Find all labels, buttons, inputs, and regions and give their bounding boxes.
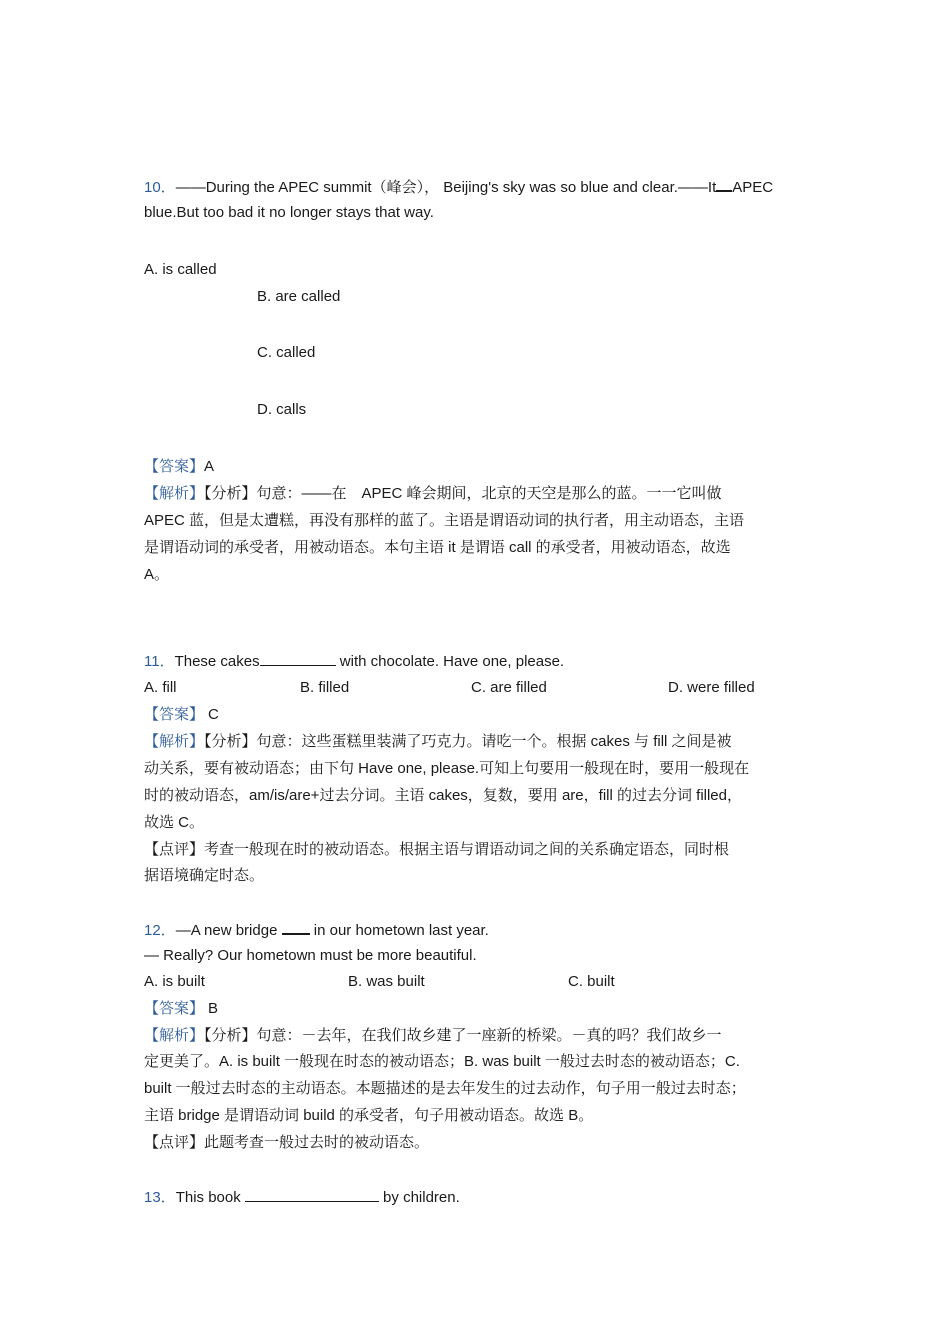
q12-analysis-line3: built 一般过去时态的主动语态。本题描述的是去年发生的过去动作，句子用一般过去时态； xyxy=(144,1080,746,1097)
q10-stem-line1 xyxy=(144,176,773,198)
analysis-tag: 【解析】 xyxy=(144,1027,205,1044)
q11-answer-value: C xyxy=(208,706,219,723)
q11-analysis-line2: 动关系，要有被动语态；由下句 Have one, please.可知上句要用一般现在时，要用一般现在 xyxy=(144,760,750,777)
q12-answer xyxy=(144,999,218,1019)
q12-blank xyxy=(282,919,310,935)
answer-tag: 【答案】 xyxy=(144,1000,205,1017)
q12-comment-line1: 【点评】此题考查一般过去时的被动语态。 xyxy=(144,1134,430,1151)
q10-answer xyxy=(144,457,214,477)
q13-blank xyxy=(245,1187,379,1202)
q11-answer xyxy=(144,705,219,725)
q11-analysis-text1: 【分析】句意：这些蛋糕里装满了巧克力。请吃一个。根据 cakes 与 fill 之间是被 xyxy=(204,733,732,750)
q11-option-c: C. are filled xyxy=(471,679,547,696)
q10-stem-line2: blue.But too bad it no longer stays that way. xyxy=(144,204,434,221)
q10-number: 10． xyxy=(144,179,176,196)
analysis-tag: 【解析】 xyxy=(144,485,205,502)
q13-number: 13． xyxy=(144,1189,176,1206)
q13-stem-part1: This book xyxy=(175,1189,245,1206)
q10-option-b: B. are called xyxy=(257,288,341,305)
q11-stem-part2: with chocolate. Have one, please. xyxy=(335,653,565,670)
answer-tag: 【答案】 xyxy=(144,706,205,723)
q13-stem xyxy=(144,1187,460,1208)
q12-answer-value: B xyxy=(208,1000,219,1017)
q10-analysis-line4: A。 xyxy=(144,566,170,583)
q11-number: 11． xyxy=(144,653,175,670)
q13-stem-part2: by children. xyxy=(378,1189,460,1206)
q12-option-b: B. was built xyxy=(348,973,425,990)
q11-option-d: D. were filled xyxy=(668,679,755,696)
q10-analysis-line2: APEC 蓝，但是太遭糕，再没有那样的蓝了。主语是谓语动词的执行者，用主动语态，主语 xyxy=(144,512,745,529)
analysis-tag: 【解析】 xyxy=(144,733,205,750)
q12-analysis-line4: 主语 bridge 是谓语动词 build 的承受者，句子用被动语态。故选 B。 xyxy=(144,1107,594,1124)
q10-analysis-line3: 是谓语动词的承受者，用被动语态。本句主语 it 是谓语 call 的承受者，用被动语态，故选 xyxy=(144,539,731,556)
q11-comment-line1: 【点评】考查一般现在时的被动语态。根据主语与谓语动词之间的关系确定语态，同时根 xyxy=(144,841,730,858)
q11-stem xyxy=(144,651,564,672)
q10-analysis-text1: 【分析】句意：——在 APEC 峰会期间，北京的天空是那么的蓝。一一它叫做 xyxy=(204,485,722,502)
answer-tag: 【答案】 xyxy=(144,458,205,475)
q11-stem-part1: These cakes xyxy=(174,653,260,670)
q10-option-a: A. is called xyxy=(144,261,217,278)
q11-analysis-line3: 时的被动语态，am/is/are+过去分词。主语 cakes，复数，要用 are，fill 的过去分词 filled， xyxy=(144,787,742,804)
q12-stem-line1 xyxy=(144,919,489,941)
q12-option-a: A. is built xyxy=(144,973,205,990)
q12-option-c: C. built xyxy=(568,973,615,990)
q12-stem-part2: in our hometown last year. xyxy=(309,922,489,939)
q11-option-a: A. fill xyxy=(144,679,177,696)
q12-number: 12． xyxy=(144,922,176,939)
q12-analysis-line2: 定更美了。A. is built 一般现在时态的被动语态；B. was built 一般过去时态的被动语态；C. xyxy=(144,1053,740,1070)
q10-stem-part2: APEC xyxy=(732,179,774,196)
q11-option-b: B. filled xyxy=(300,679,350,696)
q10-stem-part1: ——During the APEC summit（峰会）， Beijing's sky was so blue and clear.——It xyxy=(175,179,717,196)
q12-stem-part1: —A new bridge xyxy=(175,922,282,939)
q11-blank xyxy=(260,651,336,666)
q11-analysis-line1 xyxy=(144,732,732,752)
q12-analysis-line1 xyxy=(144,1026,722,1046)
q10-option-d: D. calls xyxy=(257,401,307,418)
q11-analysis-line4: 故选 C。 xyxy=(144,814,205,831)
q12-analysis-text1: 【分析】句意：－去年，在我们故乡建了一座新的桥梁。－真的吗？我们故乡一 xyxy=(204,1027,722,1044)
q11-comment-line2: 据语境确定时态。 xyxy=(144,867,265,884)
q10-answer-value: A xyxy=(204,458,215,475)
q10-analysis-line1 xyxy=(144,484,722,504)
q10-option-c: C. called xyxy=(257,344,316,361)
q12-stem-line2: — Really? Our hometown must be more beautiful. xyxy=(144,947,477,964)
q10-blank xyxy=(716,176,732,192)
